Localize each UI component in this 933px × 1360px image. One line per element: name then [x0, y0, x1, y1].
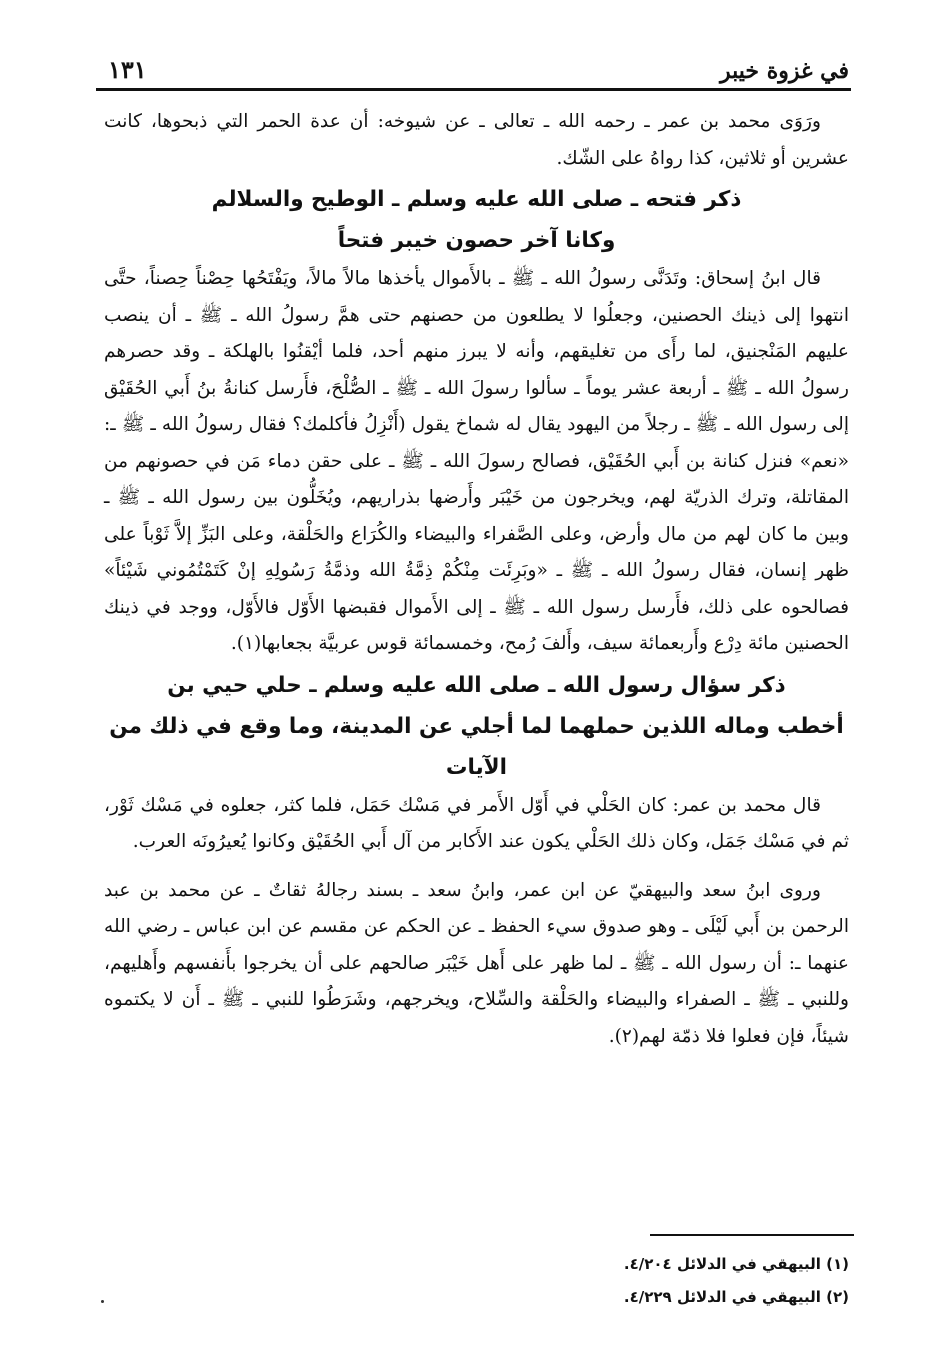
heading-1-line-1: ذكر فتحه ـ صلى الله عليه وسلم ـ الوطيح والسلالم — [211, 187, 742, 212]
paragraph-1: ورَوَى محمد بن عمر ـ رحمه الله ـ تعالى ـ عن شيوخه: أن عدة الحمر التي ذبحوها، كانت عشرين أو ثلاثين، كذا رواهُ على الشّك. — [104, 111, 849, 169]
running-header — [108, 44, 849, 84]
scan-speck — [101, 1300, 104, 1303]
footnote-rule — [650, 1234, 854, 1236]
heading-2-line-1: ذكر سؤال رسول الله ـ صلى الله عليه وسلم ـ حلي حيي بن — [167, 672, 786, 698]
page-number: ١٣١ — [108, 55, 147, 84]
paragraph-gap — [104, 861, 849, 873]
paragraph-4: وروى ابنُ سعد والبيهقيّ عن ابن عمر، وابنُ سعد ـ بسند رجالهُ ثقاتٌ ـ عن محمد بن عبد الرحمن بن أَبي لَيْلَى ـ وهو صدوق سيء الحفظ ـ عن الحكم عن مقسم عن ابن عباس ـ رضي الله عنهما ـ: أن رسول الله ـ ﷺ ـ لما ظهر على أَهل خَيْبَر صالحهم على أن يخرجوا بأَنفسهم وأَهليهم، وللنبي ـ ﷺ ـ الصفراء والبيضاء والحَلْقة والسِّلاح، ويخرجهم، وشَرَطُوا للنبي ـ ﷺ ـ أَن لا يكتموه شيئاً، فإن فعلوا فلا ذمّة لهم(٢). — [104, 879, 849, 1047]
chapter-title: في غزوة خيبر — [720, 58, 849, 84]
heading-2-line-2: أخطب وماله اللذين حملهما لما أجلي عن المدينة، وما وقع في ذلك من الآيات — [109, 713, 844, 780]
paragraph-3: قال محمد بن عمر: كان الحَلْي في أَوّل الأَمر في مَسْك حَمَل، فلما كثر، جعلوه في مَسْك ثَوْر، ثم في مَسْك جَمَل، وكان ذلك الحَلْي يكون عند الأَكابر من آل أَبي الحُقَيْق وكانوا يُعيرُونَه العرب. — [104, 794, 849, 852]
section-heading-2 — [104, 665, 849, 788]
heading-1-line-2: وكانا آخر حصون خيبر فتحاً — [337, 228, 616, 253]
footnotes — [300, 1248, 849, 1314]
paragraph-2: قال ابنُ إسحاق: وتَدَنَّى رسولُ الله ـ ﷺ ـ بالأَموال يأخذها مالاً مالاً، ويَفْتَحُها حِصْناً حِصناً، حتَّى انتهوا إلى ذينك الحصنين، وجعلُوا لا يطلعون من حصنهم حتى همَّ رسولُ الله ـ ﷺ ـ أن ينصب عليهم المَنْجنيق، لما رأَى من تغليقهم، وأنه لا يبرز منهم أحد، فلما أيْقنُوا بالهلكة ـ وقد حصرهم رسولُ الله ـ ﷺ ـ أربعة عشر يوماً ـ سألوا رسولَ الله ـ ﷺ ـ الصُّلْحَ، فأَرسل كنانةُ بنُ أَبي الحُقَيْق إلى رسول الله ـ ﷺ ـ رجلاً من اليهود يقال له شماخ يقول (أَنْزِلُ فأكلمك؟ فقال رسولُ الله ـ ﷺ ـ: «نعم» فنزل كنانة بن أَبي الحُقَيْق، فصالح رسولَ الله ـ ﷺ ـ على حقن دماء مَن في حصونهم من المقاتلة، وترك الذريّة لهم، ويخرجون من خَيْبَر وأَرضها بذراريهم، ويُخَلُّون بين رسول الله ـ ﷺ ـ وبين ما كان لهم من مال وأرض، وعلى الصَّفراء والبيضاء والكُرَاع والحَلْقة، وعلى البَزِّ إلاَّ ثَوْباً على ظهر إنسان، فقال رسولُ الله ـ ﷺ ـ «وبَرِئَت مِنْكُمْ ذِمَّةُ الله وذمَّةُ رَسُولِهِ إنْ كَتَمْتُمُوني شَيْئاً» فصالحوه على ذلك، فأَرسل رسول الله ـ ﷺ ـ إلى الأَموال فقبضها الأَوّل فالأَوّل، ووجد في ذينك الحصنين مائة دِرْع وأَربعمائة سيف، وأَلفَ رُمح، وخمسمائة قوس عربيَّة بجعابها(١). — [104, 268, 849, 654]
footnote-1: (١) البيهقي في الدلائل ٤/٢٠٤. — [623, 1255, 849, 1273]
main-text — [104, 104, 849, 1055]
footnote-2: (٢) البيهقي في الدلائل ٤/٢٢٩. — [623, 1288, 849, 1306]
header-rule — [96, 88, 851, 91]
section-heading-1 — [104, 179, 849, 261]
